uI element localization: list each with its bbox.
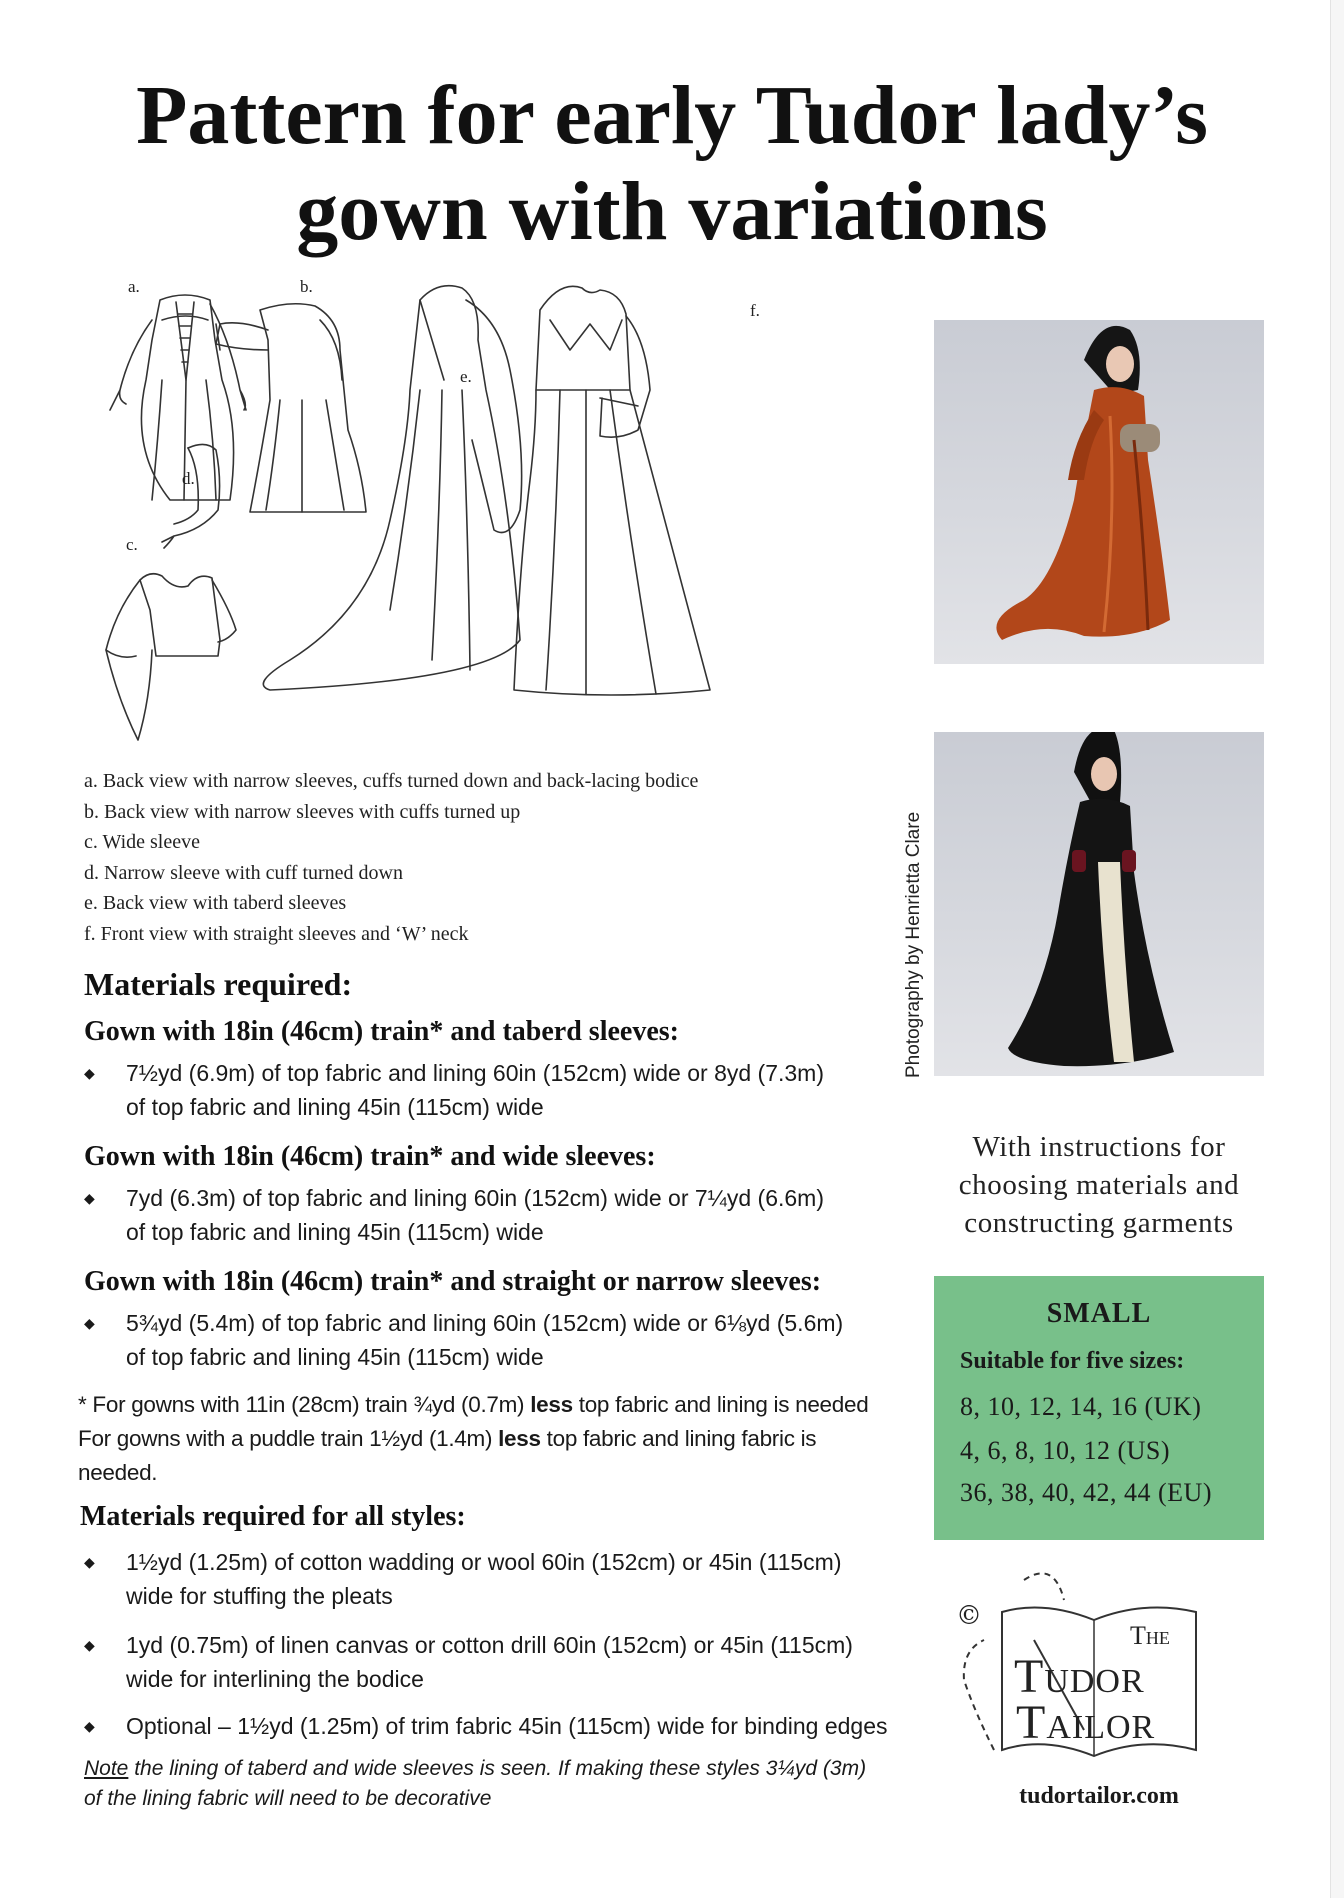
note-text: * For gowns with 11in (28cm) train ¾yd (0.7m) bbox=[78, 1392, 531, 1417]
caption-d: d. Narrow sleeve with cuff turned down bbox=[84, 861, 403, 884]
size-title: SMALL bbox=[1046, 1298, 1152, 1329]
all-item-2 bbox=[84, 1628, 853, 1696]
train-note-line-2 bbox=[78, 1422, 868, 1456]
group-2-line-2: of top fabric and lining 45in (115cm) wide bbox=[126, 1219, 544, 1245]
size-subtitle: Suitable for five sizes: bbox=[960, 1348, 1185, 1374]
logo-tailor: Tailor bbox=[1016, 1696, 1156, 1749]
illus-label-d: d. bbox=[182, 469, 195, 488]
note-emphasis: less bbox=[530, 1392, 573, 1417]
tudor-tailor-logo bbox=[934, 1560, 1264, 1770]
all-item-3-line-1: Optional – 1½yd (1.25m) of trim fabric 45in (115cm) wide for binding edges bbox=[126, 1713, 888, 1739]
illus-label-e: e. bbox=[460, 367, 472, 386]
train-note bbox=[78, 1388, 868, 1490]
group-3-heading: Gown with 18in (46cm) train* and straight or narrow sleeves: bbox=[84, 1266, 822, 1297]
orange-gown-figure bbox=[934, 320, 1264, 664]
gown-variations-illustration bbox=[90, 280, 890, 750]
group-1-item bbox=[84, 1056, 824, 1124]
sizes-eu: 36, 38, 40, 42, 44 (EU) bbox=[960, 1478, 1212, 1507]
footnote-text: the lining of taberd and wide sleeves is seen. If making these styles 3¼yd (3m) bbox=[128, 1757, 867, 1780]
illustration-captions bbox=[84, 766, 698, 949]
logo-tudor: Tudor bbox=[1014, 1650, 1145, 1703]
gown-c-drawing bbox=[106, 574, 236, 740]
group-2-heading: Gown with 18in (46cm) train* and wide sleeves: bbox=[84, 1141, 656, 1172]
note-text: For gowns with a puddle train 1½yd (1.4m) bbox=[78, 1426, 499, 1451]
caption-c: c. Wide sleeve bbox=[84, 831, 200, 853]
instructions-line-1: With instructions for bbox=[972, 1131, 1226, 1163]
logo-the: The bbox=[1130, 1621, 1170, 1650]
title-line-2: gown with variations bbox=[296, 165, 1048, 258]
caption-e: e. Back view with taberd sleeves bbox=[84, 892, 347, 914]
instructions-line-3: constructing garments bbox=[964, 1207, 1234, 1239]
footnote-line-1 bbox=[84, 1754, 866, 1784]
footnote-line-2: of the lining fabric will need to be decorative bbox=[84, 1787, 492, 1810]
group-3-line-2: of top fabric and lining 45in (115cm) wide bbox=[126, 1344, 544, 1370]
caption-a: a. Back view with narrow sleeves, cuffs turned down and back-lacing bodice bbox=[84, 770, 699, 792]
group-1-heading: Gown with 18in (46cm) train* and taberd sleeves: bbox=[84, 1016, 679, 1047]
gown-a-drawing bbox=[110, 295, 246, 500]
illus-label-b: b. bbox=[300, 280, 313, 296]
photo-credit: Photography by Henrietta Clare bbox=[903, 811, 924, 1078]
group-3-line-1: 5¾yd (5.4m) of top fabric and lining 60in (152cm) wide or 6⅛yd (5.6m) bbox=[126, 1310, 844, 1336]
copyright-symbol: © bbox=[956, 1601, 982, 1631]
bullet-icon: ◆ bbox=[84, 1190, 95, 1206]
note-text: top fabric and lining is needed bbox=[572, 1392, 869, 1417]
photo-orange-gown bbox=[934, 320, 1264, 664]
instructions-blurb bbox=[934, 1128, 1264, 1242]
gown-f-drawing bbox=[514, 286, 710, 695]
group-2-line-1: 7yd (6.3m) of top fabric and lining 60in (152cm) wide or 7¼yd (6.6m) bbox=[126, 1185, 824, 1211]
all-item-2-line-1: 1yd (0.75m) of linen canvas or cotton drill 60in (152cm) or 45in (115cm) bbox=[126, 1632, 853, 1658]
group-1-line-2: of top fabric and lining 45in (115cm) wide bbox=[126, 1094, 544, 1120]
group-2-item bbox=[84, 1181, 824, 1249]
note-emphasis: less bbox=[498, 1426, 541, 1451]
train-note-line-3: needed. bbox=[78, 1460, 158, 1485]
bullet-icon: ◆ bbox=[84, 1065, 95, 1081]
caption-b: b. Back view with narrow sleeves with cuffs turned up bbox=[84, 800, 521, 823]
lining-footnote bbox=[84, 1754, 866, 1814]
instructions-line-2: choosing materials and bbox=[958, 1169, 1240, 1201]
illus-label-c: c. bbox=[126, 535, 138, 554]
note-text: top fabric and lining fabric is bbox=[540, 1426, 817, 1451]
caption-f: f. Front view with straight sleeves and ‘W’ neck bbox=[84, 922, 469, 945]
materials-heading: Materials required: bbox=[84, 966, 353, 1002]
size-box bbox=[934, 1276, 1264, 1540]
sizes-us: 4, 6, 8, 10, 12 (US) bbox=[960, 1436, 1171, 1465]
all-item-1 bbox=[84, 1545, 842, 1613]
all-item-3 bbox=[84, 1709, 888, 1743]
website-link[interactable]: tudortailor.com bbox=[1019, 1783, 1179, 1809]
all-item-1-line-1: 1½yd (1.25m) of cotton wadding or wool 60in (152cm) or 45in (115cm) bbox=[126, 1549, 842, 1575]
black-gown-figure bbox=[934, 732, 1264, 1076]
gown-d-drawing bbox=[162, 444, 220, 548]
group-3-item bbox=[84, 1306, 844, 1374]
bullet-icon: ◆ bbox=[84, 1637, 95, 1653]
page-title bbox=[0, 68, 1344, 260]
train-note-line-1 bbox=[78, 1388, 868, 1422]
bullet-icon: ◆ bbox=[84, 1554, 95, 1570]
gown-b-drawing bbox=[216, 304, 366, 512]
illus-label-a: a. bbox=[128, 280, 140, 296]
sizes-uk: 8, 10, 12, 14, 16 (UK) bbox=[960, 1392, 1202, 1421]
illus-label-f: f. bbox=[750, 301, 760, 320]
page-edge bbox=[1330, 0, 1344, 1898]
all-item-1-line-2: wide for stuffing the pleats bbox=[126, 1583, 393, 1609]
all-styles-heading: Materials required for all styles: bbox=[80, 1501, 466, 1532]
all-item-2-line-2: wide for interlining the bodice bbox=[126, 1666, 424, 1692]
photo-black-gown bbox=[934, 732, 1264, 1076]
bullet-icon: ◆ bbox=[84, 1718, 95, 1734]
group-1-line-1: 7½yd (6.9m) of top fabric and lining 60in (152cm) wide or 8yd (7.3m) bbox=[126, 1060, 824, 1086]
footnote-note-word: Note bbox=[84, 1757, 129, 1780]
bullet-icon: ◆ bbox=[84, 1315, 95, 1331]
title-line-1: Pattern for early Tudor lady’s bbox=[136, 69, 1208, 162]
